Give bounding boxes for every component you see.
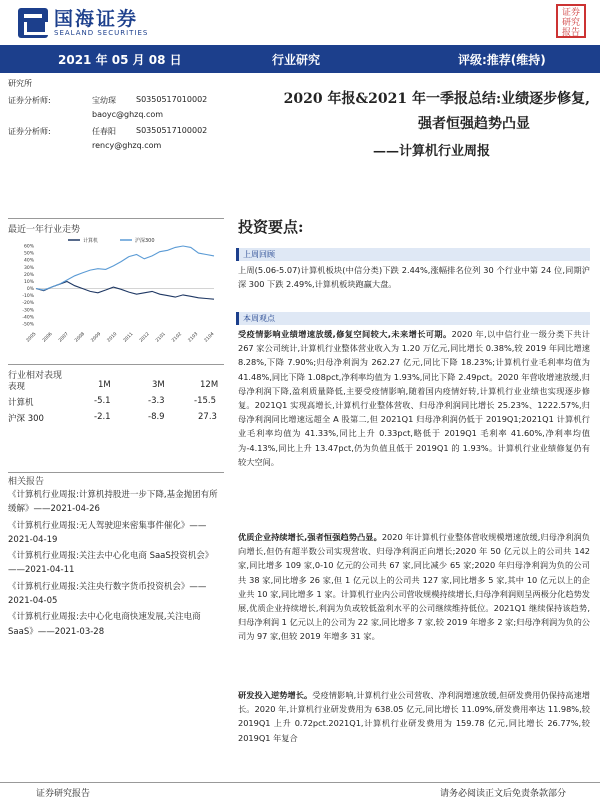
x-tick-label: 2010 bbox=[106, 331, 119, 344]
related-report[interactable]: 《计算机行业周报:计算机持股进一步下降,基金抛团有所缓解》——2021-04-26 bbox=[8, 490, 218, 515]
y-tick-label: 50% bbox=[23, 251, 34, 257]
logo-icon bbox=[18, 8, 48, 38]
analyst-1-name: 宝幼琛 bbox=[92, 96, 116, 105]
x-tick-label: 2011 bbox=[122, 331, 135, 344]
analyst-2-role: 证券分析师: bbox=[8, 127, 51, 136]
perf-header-1: 1M bbox=[98, 380, 111, 390]
y-tick-label: 60% bbox=[23, 244, 34, 250]
y-tick-label: 40% bbox=[23, 258, 34, 264]
report-date: 2021 年 05 月 08 日 bbox=[58, 53, 182, 67]
report-type: 行业研究 bbox=[272, 53, 321, 67]
analyst-1-email[interactable]: baoyc@ghzq.com bbox=[92, 110, 164, 119]
x-tick-label: 2102 bbox=[171, 331, 184, 344]
keypoints-title: 投资要点: bbox=[238, 218, 304, 236]
p2-text: 2020 年计算机行业整体营收规模增速放缓,归母净利润负向增长,但仍有超半数公司实现营收、归母净利润正向增长;2020 年 50 亿元以上的公司共 142 家,同比增多 109 家,0-10 亿元的公司共 67 家,同比减少 65 家;2020 年归母净利润为负的公司共 38 家,同比增多 26 家,但 1 亿元以上的公司共 127 家,同比增多 5 家,其中 10 亿元以上的企业共 10 家,同比增多 1 家。计算机行业内公司营收规模持续增长,归母净利润则呈两极分化趋势发展,优质企业持续增长,利润为负或较低盈利水平的公司继续维持低位。2021Q1 继续保持该趋势,归母净利润 1 亿元以上的公司为 22 家,同比增多 7 家,较 2019 年增多 2 家;归母净利润为负的公司为 97 家,但较 2019 年增多 31 家。 bbox=[238, 532, 590, 642]
y-tick-label: 10% bbox=[23, 279, 34, 285]
last-week-text: 上周(5.06-5.07)计算机板块(中信分类)下跌 2.44%,涨幅排名位列 30 个行业中第 24 位,同期沪深 300 下跌 2.49%,计算机板块跑赢大盘。 bbox=[238, 265, 590, 290]
y-tick-label: -50% bbox=[22, 322, 34, 328]
title-line-2: 强者恒强趋势凸显 bbox=[418, 116, 530, 132]
analyst-2-name: 任春阳 bbox=[92, 127, 116, 136]
footer-right: 请务必阅读正文后免责条款部分 bbox=[439, 789, 566, 799]
view-para-3 bbox=[238, 688, 590, 745]
y-tick-label: 20% bbox=[23, 272, 34, 278]
analyst-1-role: 证券分析师: bbox=[8, 96, 51, 105]
x-tick-label: 2012 bbox=[139, 331, 151, 344]
analyst-2-email[interactable]: rency@ghzq.com bbox=[92, 141, 162, 150]
perf-cell: -8.9 bbox=[148, 412, 165, 422]
divider bbox=[8, 364, 224, 365]
x-tick-label: 2006 bbox=[41, 331, 54, 344]
perf-cell: 计算机 bbox=[8, 398, 34, 408]
analyst-2-id: S0350517100002 bbox=[136, 126, 208, 135]
x-tick-label: 2104 bbox=[203, 331, 216, 344]
research-label: 研究所 bbox=[8, 79, 32, 88]
divider bbox=[8, 218, 224, 219]
x-tick-label: 2007 bbox=[58, 331, 70, 344]
perf-cell: -15.5 bbox=[194, 396, 216, 406]
x-tick-label: 2005 bbox=[25, 331, 38, 344]
perf-cell: -5.1 bbox=[94, 396, 111, 406]
p2-bold: 优质企业持续增长,强者恒强趋势凸显。 bbox=[238, 532, 382, 542]
title-line-3: ——计算机行业周报 bbox=[372, 144, 490, 159]
perf-cell: -2.1 bbox=[94, 412, 111, 422]
related-report[interactable]: 《计算机行业周报:关注央行数字货币投资机会》——2021-04-05 bbox=[8, 581, 207, 607]
report-rating: 评级:推荐(维持) bbox=[458, 53, 546, 67]
footer-divider bbox=[0, 782, 600, 783]
last-week-label: 上周回顾 bbox=[236, 248, 590, 261]
report-title bbox=[238, 88, 590, 166]
perf-table bbox=[8, 380, 220, 430]
divider bbox=[8, 472, 224, 473]
perf-cell: 沪深 300 bbox=[8, 414, 44, 424]
related-report[interactable]: 《计算机行业周报:去中心化电商快速发展,关注电商 SaaS》——2021-03-28 bbox=[8, 612, 201, 637]
related-title: 相关报告 bbox=[8, 477, 45, 487]
perf-header-0: 表现 bbox=[8, 382, 26, 392]
footer-left: 证券研究报告 bbox=[36, 789, 91, 799]
related-reports-list bbox=[8, 488, 224, 639]
perf-header-2: 3M bbox=[152, 380, 165, 390]
perf-header-3: 12M bbox=[200, 380, 219, 390]
view-label: 本周观点 bbox=[236, 312, 590, 325]
p1-text: 2020 年,以中信行业一级分类下共计 267 家公司统计,计算机行业整体营业收入为 1.20 万亿元,同比增长 0.38%,较 2019 年同比增速 8.28%,下降 7.90%;归母净利润为 262.27 亿元,同比下降 18.23%;计算机行业毛利率均值为 41.48%,同比下降 1.08pct,净利率均值为 1.93%,同比下降 2.49pct。2020 年营收增速放缓,归母净利润下降,盈利质量降低,主要受疫情影响,随着国内疫情好转,计算机行业业绩也实现逐步修复。2021Q1 实现高增长,计算机行业整体营收、归母净利润同比增长 25.23%、1222.57%,归母净利润同比增速远超全 A 股第二,但 2021Q1 归母净利润仍低于 2019Q1;2021Q1 计算机行业毛利率均值为 41.33%,同比上升 0.33pct,略低于 2019Q1 毛利率 41.60%,净利率均值为-4.13%,同比上升 13.47pct,仍为负值且低于 2019Q1 的 1.93%。计算机行业业绩修复仍有较大空间。 bbox=[238, 329, 590, 467]
view-para-1 bbox=[238, 327, 590, 469]
report-stamp: 证券研究报告 bbox=[556, 4, 586, 38]
related-report[interactable]: 《计算机行业周报:无人驾驶迎来密集事件催化》——2021-04-19 bbox=[8, 520, 207, 545]
perf-cell: 27.3 bbox=[198, 412, 217, 422]
series-line bbox=[36, 282, 214, 300]
p3-text: 受疫情影响,计算机行业公司营收、净利润增速放缓,但研发费用仍保持高速增长。2020 年,计算机行业研发费用为 638.05 亿元,同比增长 11.09%,研发费用率达 11.98%,较 2019Q1 上升 0.72pct.2021Q1,计算机行业研发费用为 159.78 亿元,同比增长 26.77%,较 2019Q1 年复合 bbox=[238, 690, 590, 743]
p3-bold: 研发投入逆势增长。 bbox=[238, 690, 313, 700]
y-tick-label: 30% bbox=[23, 265, 34, 271]
view-para-2 bbox=[238, 530, 590, 644]
legend-label: 计算机 bbox=[83, 238, 99, 244]
analyst-1-id: S0350517010002 bbox=[136, 95, 208, 104]
logo-en-text: SEALAND SECURITIES bbox=[54, 28, 149, 37]
header-banner bbox=[0, 45, 600, 73]
perf-title: 行业相对表现 bbox=[8, 371, 63, 381]
x-tick-label: 2008 bbox=[74, 331, 86, 344]
company-logo bbox=[18, 4, 208, 42]
y-tick-label: -40% bbox=[22, 315, 34, 321]
y-tick-label: 0% bbox=[26, 287, 34, 293]
trend-title: 最近一年行业走势 bbox=[8, 225, 81, 235]
logo-cn-text: 国海证券 bbox=[54, 7, 139, 30]
related-report[interactable]: 《计算机行业周报:关注去中心化电商 SaaS投资机会》——2021-04-11 bbox=[8, 551, 214, 576]
x-tick-label: 2009 bbox=[90, 331, 103, 344]
p1-bold: 受疫情影响业绩增速放缓,修复空间较大,未来增长可期。 bbox=[238, 329, 452, 339]
y-tick-label: -10% bbox=[22, 294, 34, 300]
title-line-1: 2020 年报&2021 年一季报总结:业绩逐步修复, bbox=[283, 91, 590, 107]
legend-label: 沪深300 bbox=[135, 238, 155, 244]
y-tick-label: -30% bbox=[22, 308, 34, 314]
trend-chart bbox=[8, 236, 224, 348]
x-tick-label: 2103 bbox=[187, 331, 200, 344]
x-tick-label: 2101 bbox=[155, 331, 167, 344]
y-tick-label: -20% bbox=[22, 301, 34, 307]
perf-cell: -3.3 bbox=[148, 396, 165, 406]
